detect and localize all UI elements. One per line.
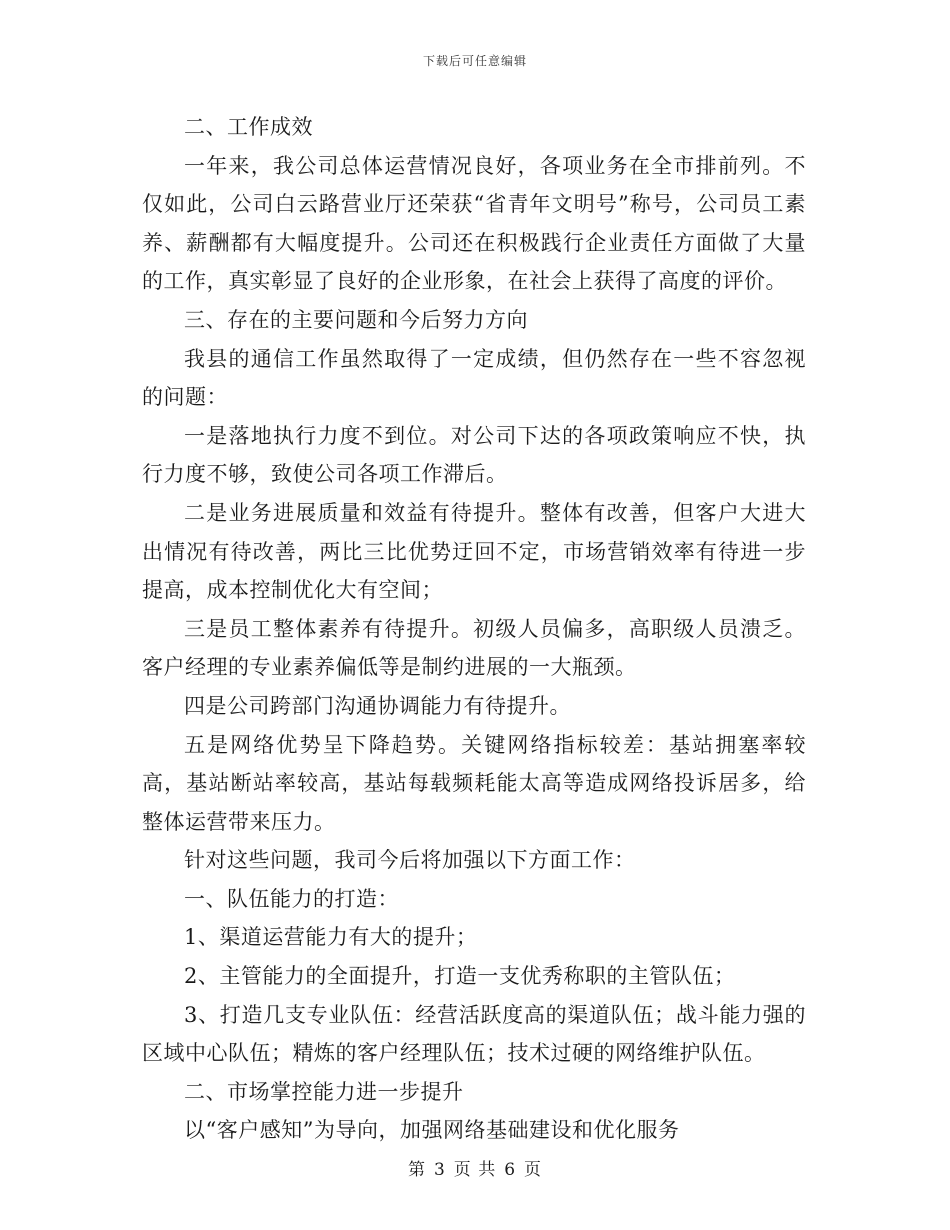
subheading-market: 二、市场掌控能力进一步提升 bbox=[184, 1079, 464, 1104]
document-body bbox=[142, 108, 806, 1150]
page-suffix: 页 bbox=[524, 1160, 543, 1180]
problem-item-3: 三是员工整体素养有待提升。初级人员偏多，高职级人员溃乏。客户经理的专业素养偏低等是制约进展的一大瓶颈。 bbox=[142, 616, 806, 680]
subheading-team: 一、队伍能力的打造： bbox=[184, 886, 399, 911]
page-number: 3 bbox=[433, 1160, 446, 1180]
list-item: 2、主管能力的全面提升，打造一支优秀称职的主管队伍； bbox=[184, 964, 736, 989]
page-prefix: 第 bbox=[407, 1160, 426, 1180]
list-item: 3、打造几支专业队伍：经营活跃度高的渠道队伍；战斗能力强的区域中心队伍；精炼的客户经理队伍；技术过硬的网络维护队伍。 bbox=[142, 1002, 806, 1066]
section-heading-problems: 三、存在的主要问题和今后努力方向 bbox=[184, 307, 528, 332]
problem-item-5: 五是网络优势呈下降趋势。关键网络指标较差：基站拥塞率较高，基站断站率较高，基站每载频耗能太高等造成网络投诉居多，给整体运营带来压力。 bbox=[142, 732, 806, 834]
paragraph: 我县的通信工作虽然取得了一定成绩，但仍然存在一些不容忽视的问题： bbox=[142, 346, 806, 410]
section-heading-results: 二、工作成效 bbox=[184, 115, 313, 139]
page-footer bbox=[0, 1155, 950, 1180]
problem-item-1: 一是落地执行力度不到位。对公司下达的各项政策响应不快，执行力度不够，致使公司各项工作滞后。 bbox=[142, 423, 806, 487]
page-mid: 页 共 bbox=[453, 1160, 497, 1180]
page-header: 下载后可任意编辑 bbox=[422, 54, 527, 68]
total-pages: 6 bbox=[504, 1160, 517, 1180]
paragraph: 以“客户感知”为导向，加强网络基础建设和优化服务 bbox=[184, 1118, 680, 1143]
problem-item-2: 二是业务进展质量和效益有待提升。整体有改善，但客户大进大出情况有待改善，两比三比优势迂回不定，市场营销效率有待进一步提高，成本控制优化大有空间； bbox=[142, 500, 806, 603]
list-item: 1、渠道运营能力有大的提升； bbox=[184, 925, 478, 950]
problem-item-4: 四是公司跨部门沟通协调能力有待提升。 bbox=[184, 693, 571, 718]
paragraph: 一年来，我公司总体运营情况良好，各项业务在全市排前列。不仅如此，公司白云路营业厅还荣获“省青年文明号”称号，公司员工素养、薪酬都有大幅度提升。公司还在积极践行企业责任方面做了大量的工作，真实彰显了良好的企业形象，在社会上获得了高度的评价。 bbox=[142, 153, 806, 294]
paragraph: 针对这些问题，我司今后将加强以下方面工作： bbox=[184, 848, 636, 873]
